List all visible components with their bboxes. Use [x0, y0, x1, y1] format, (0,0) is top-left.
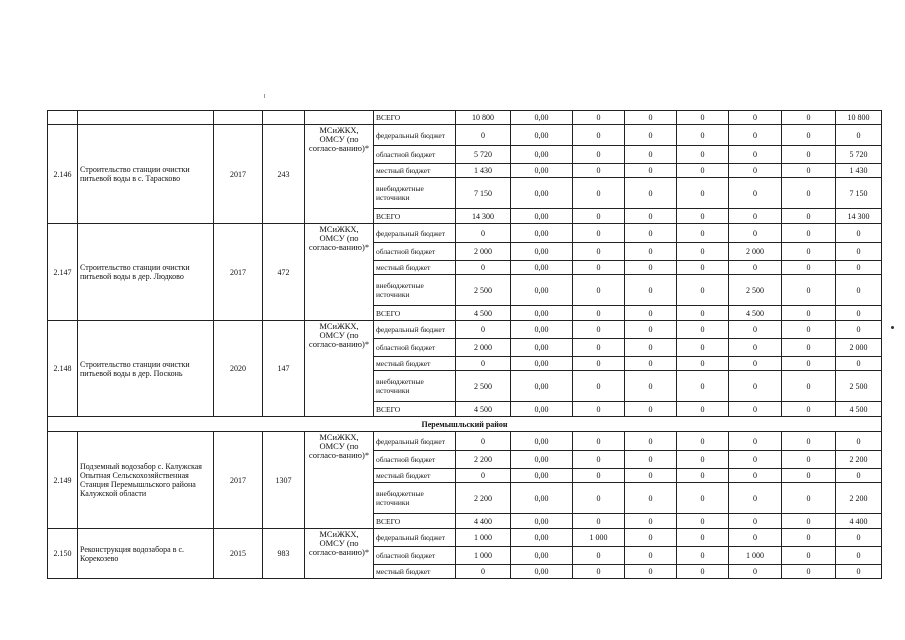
amount-cell: 0 — [782, 432, 836, 451]
amount-cell: 0 — [729, 565, 782, 579]
amount-cell: 0 — [677, 357, 729, 371]
responsible-executor: МСиЖКХ, ОМСУ (по согласо-ванию)* — [305, 224, 374, 321]
amount-cell: 2 000 — [836, 339, 882, 357]
amount-cell: 0,00 — [511, 469, 573, 483]
amount-cell: 0 — [782, 514, 836, 529]
amount-cell: 2 200 — [836, 451, 882, 469]
amount-cell: 0 — [782, 209, 836, 224]
amount-cell: 0 — [573, 111, 625, 125]
amount-cell: 0 — [456, 125, 511, 146]
amount-cell: 0 — [782, 529, 836, 547]
item-number: 2.147 — [48, 224, 78, 321]
amount-cell: 2 500 — [729, 275, 782, 306]
amount-cell: 0 — [625, 547, 677, 565]
funding-source-cell: ВСЕГО — [374, 111, 456, 125]
funding-source-cell: областной бюджет — [374, 339, 456, 357]
object-name: Подземный водозабор с. Калужская Опытная Сельскохозяйственная Станция Перемышльского района Калужской области — [78, 432, 214, 529]
amount-cell: 1 430 — [836, 164, 882, 178]
amount-cell: 4 500 — [729, 306, 782, 321]
responsible-executor: МСиЖКХ, ОМСУ (по согласо-ванию)* — [305, 321, 374, 417]
table-row — [48, 529, 882, 547]
amount-cell: 0 — [782, 178, 836, 209]
amount-cell: 0 — [573, 357, 625, 371]
amount-cell: 0 — [782, 261, 836, 275]
amount-cell: 0 — [625, 306, 677, 321]
amount-cell: 0 — [625, 402, 677, 417]
amount-cell: 0 — [677, 243, 729, 261]
amount-cell: 0 — [836, 261, 882, 275]
amount-cell: 0,00 — [511, 339, 573, 357]
amount-cell: 0 — [677, 451, 729, 469]
amount-cell: 1 000 — [729, 547, 782, 565]
funding-source-cell: федеральный бюджет — [374, 529, 456, 547]
amount-cell: 0 — [573, 224, 625, 243]
amount-cell: 0,00 — [511, 402, 573, 417]
amount-cell: 0 — [782, 483, 836, 514]
year-cell: 2017 — [214, 432, 263, 529]
amount-cell: 0 — [782, 125, 836, 146]
amount-cell: 0 — [782, 402, 836, 417]
amount-cell: 0,00 — [511, 261, 573, 275]
empty-cell — [48, 111, 78, 125]
capacity-cell: 147 — [263, 321, 305, 417]
amount-cell: 2 500 — [456, 275, 511, 306]
amount-cell: 0 — [782, 565, 836, 579]
amount-cell: 0 — [625, 483, 677, 514]
responsible-executor: МСиЖКХ, ОМСУ (по согласо-ванию)* — [305, 432, 374, 529]
amount-cell: 0,00 — [511, 565, 573, 579]
amount-cell: 0 — [677, 178, 729, 209]
amount-cell: 0,00 — [511, 275, 573, 306]
amount-cell: 0 — [573, 514, 625, 529]
object-name: Строительство станции очистки питьевой воды в с. Тарасково — [78, 125, 214, 224]
amount-cell: 1 430 — [456, 164, 511, 178]
amount-cell: 0 — [729, 339, 782, 357]
amount-cell: 0 — [625, 275, 677, 306]
amount-cell: 0 — [573, 321, 625, 339]
amount-cell: 0 — [729, 371, 782, 402]
amount-cell: 0 — [625, 111, 677, 125]
amount-cell: 0,00 — [511, 224, 573, 243]
amount-cell: 0 — [625, 357, 677, 371]
amount-cell: 0,00 — [511, 243, 573, 261]
amount-cell: 0 — [573, 243, 625, 261]
amount-cell: 0 — [573, 402, 625, 417]
amount-cell: 0 — [677, 306, 729, 321]
amount-cell: 2 000 — [729, 243, 782, 261]
amount-cell: 0,00 — [511, 357, 573, 371]
amount-cell: 0 — [625, 178, 677, 209]
amount-cell: 2 200 — [456, 483, 511, 514]
amount-cell: 0 — [573, 164, 625, 178]
funding-source-cell: местный бюджет — [374, 565, 456, 579]
empty-cell — [78, 111, 214, 125]
scan-dot — [891, 326, 894, 329]
amount-cell: 0 — [729, 321, 782, 339]
amount-cell: 0 — [729, 111, 782, 125]
amount-cell: 0 — [729, 164, 782, 178]
amount-cell: 0 — [729, 209, 782, 224]
amount-cell: 0 — [456, 469, 511, 483]
district-header: Перемышльский район — [48, 417, 882, 432]
amount-cell: 0 — [456, 321, 511, 339]
amount-cell: 0 — [573, 125, 625, 146]
amount-cell: 4 500 — [836, 402, 882, 417]
amount-cell: 0 — [677, 547, 729, 565]
amount-cell: 2 200 — [456, 451, 511, 469]
amount-cell: 0 — [836, 529, 882, 547]
amount-cell: 0 — [625, 125, 677, 146]
table-row — [48, 321, 882, 339]
responsible-executor: МСиЖКХ, ОМСУ (по согласо-ванию)* — [305, 125, 374, 224]
amount-cell: 0 — [625, 451, 677, 469]
amount-cell: 0 — [729, 357, 782, 371]
amount-cell: 0 — [782, 243, 836, 261]
amount-cell: 0 — [836, 125, 882, 146]
amount-cell: 0 — [836, 547, 882, 565]
amount-cell: 14 300 — [836, 209, 882, 224]
amount-cell: 0 — [456, 565, 511, 579]
amount-cell: 0 — [677, 321, 729, 339]
amount-cell: 0,00 — [511, 306, 573, 321]
amount-cell: 0 — [782, 224, 836, 243]
amount-cell: 0 — [677, 565, 729, 579]
funding-source-cell: местный бюджет — [374, 164, 456, 178]
amount-cell: 0 — [573, 261, 625, 275]
amount-cell: 0 — [573, 451, 625, 469]
amount-cell: 0,00 — [511, 483, 573, 514]
amount-cell: 0 — [625, 164, 677, 178]
funding-source-cell: местный бюджет — [374, 357, 456, 371]
amount-cell: 0 — [573, 547, 625, 565]
amount-cell: 0 — [573, 565, 625, 579]
amount-cell: 0 — [573, 339, 625, 357]
amount-cell: 0 — [625, 339, 677, 357]
item-number: 2.150 — [48, 529, 78, 579]
amount-cell: 0 — [456, 261, 511, 275]
amount-cell: 2 000 — [456, 243, 511, 261]
amount-cell: 0 — [836, 565, 882, 579]
amount-cell: 0 — [677, 483, 729, 514]
funding-source-cell: федеральный бюджет — [374, 125, 456, 146]
funding-source-cell: ВСЕГО — [374, 514, 456, 529]
amount-cell: 0 — [573, 306, 625, 321]
amount-cell: 4 400 — [456, 514, 511, 529]
amount-cell: 4 400 — [836, 514, 882, 529]
table-row — [48, 111, 882, 125]
amount-cell: 0 — [625, 146, 677, 164]
amount-cell: 0 — [782, 306, 836, 321]
capacity-cell: 983 — [263, 529, 305, 579]
amount-cell: 2 500 — [456, 371, 511, 402]
year-cell: 2017 — [214, 224, 263, 321]
amount-cell: 0 — [677, 164, 729, 178]
amount-cell: 5 720 — [836, 146, 882, 164]
amount-cell: 2 200 — [836, 483, 882, 514]
amount-cell: 0 — [677, 125, 729, 146]
amount-cell: 0 — [729, 529, 782, 547]
year-cell: 2020 — [214, 321, 263, 417]
amount-cell: 0 — [729, 451, 782, 469]
funding-source-cell: внебюджетные источники — [374, 275, 456, 306]
amount-cell: 2 000 — [456, 339, 511, 357]
amount-cell: 1 000 — [456, 529, 511, 547]
amount-cell: 0,00 — [511, 178, 573, 209]
funding-source-cell: ВСЕГО — [374, 306, 456, 321]
amount-cell: 0,00 — [511, 321, 573, 339]
amount-cell: 0 — [729, 178, 782, 209]
year-cell: 2015 — [214, 529, 263, 579]
amount-cell: 0,00 — [511, 371, 573, 402]
funding-source-cell: областной бюджет — [374, 451, 456, 469]
amount-cell: 1 000 — [573, 529, 625, 547]
empty-cell — [214, 111, 263, 125]
amount-cell: 0 — [729, 224, 782, 243]
amount-cell: 0 — [573, 275, 625, 306]
amount-cell: 0 — [677, 339, 729, 357]
amount-cell: 0,00 — [511, 432, 573, 451]
funding-source-cell: федеральный бюджет — [374, 432, 456, 451]
amount-cell: 0 — [625, 432, 677, 451]
amount-cell: 0,00 — [511, 125, 573, 146]
scan-mark — [264, 94, 265, 98]
amount-cell: 0 — [677, 146, 729, 164]
amount-cell: 0 — [782, 321, 836, 339]
item-number: 2.148 — [48, 321, 78, 417]
amount-cell: 0 — [456, 224, 511, 243]
responsible-executor: МСиЖКХ, ОМСУ (по согласо-ванию)* — [305, 529, 374, 579]
amount-cell: 0 — [573, 146, 625, 164]
funding-source-cell: ВСЕГО — [374, 209, 456, 224]
object-name: Строительство станции очистки питьевой воды в дер. Людково — [78, 224, 214, 321]
amount-cell: 0 — [836, 243, 882, 261]
amount-cell: 0 — [573, 371, 625, 402]
object-name: Строительство станции очистки питьевой воды в дер. Посконь — [78, 321, 214, 417]
investment-program-table — [47, 110, 882, 579]
amount-cell: 0 — [836, 357, 882, 371]
amount-cell: 0 — [625, 243, 677, 261]
amount-cell: 0,00 — [511, 529, 573, 547]
amount-cell: 0,00 — [511, 111, 573, 125]
empty-cell — [305, 111, 374, 125]
amount-cell: 0 — [836, 275, 882, 306]
amount-cell: 0 — [677, 261, 729, 275]
amount-cell: 0 — [625, 469, 677, 483]
amount-cell: 0 — [456, 357, 511, 371]
amount-cell: 0 — [836, 469, 882, 483]
funding-source-cell: областной бюджет — [374, 547, 456, 565]
empty-cell — [263, 111, 305, 125]
amount-cell: 0 — [677, 224, 729, 243]
amount-cell: 0 — [836, 306, 882, 321]
capacity-cell: 472 — [263, 224, 305, 321]
amount-cell: 0 — [677, 432, 729, 451]
table-row — [48, 125, 882, 146]
funding-source-cell: местный бюджет — [374, 261, 456, 275]
amount-cell: 0 — [677, 529, 729, 547]
capacity-cell: 1307 — [263, 432, 305, 529]
funding-source-cell: областной бюджет — [374, 146, 456, 164]
amount-cell: 0 — [625, 321, 677, 339]
amount-cell: 0 — [573, 483, 625, 514]
amount-cell: 0,00 — [511, 451, 573, 469]
amount-cell: 0 — [625, 371, 677, 402]
amount-cell: 0 — [729, 514, 782, 529]
amount-cell: 0 — [729, 469, 782, 483]
funding-source-cell: областной бюджет — [374, 243, 456, 261]
object-name: Реконструкция водозабора в с. Корекозево — [78, 529, 214, 579]
amount-cell: 0 — [625, 261, 677, 275]
amount-cell: 0 — [625, 224, 677, 243]
amount-cell: 10 800 — [836, 111, 882, 125]
amount-cell: 0 — [456, 432, 511, 451]
amount-cell: 0 — [836, 224, 882, 243]
amount-cell: 0 — [677, 275, 729, 306]
amount-cell: 0 — [782, 451, 836, 469]
amount-cell: 0 — [625, 514, 677, 529]
amount-cell: 0,00 — [511, 146, 573, 164]
amount-cell: 0 — [677, 402, 729, 417]
amount-cell: 0 — [729, 125, 782, 146]
funding-source-cell: внебюджетные источники — [374, 371, 456, 402]
amount-cell: 0 — [573, 209, 625, 224]
amount-cell: 0 — [677, 514, 729, 529]
amount-cell: 0,00 — [511, 547, 573, 565]
amount-cell: 0 — [677, 111, 729, 125]
amount-cell: 0 — [573, 432, 625, 451]
amount-cell: 14 300 — [456, 209, 511, 224]
item-number: 2.149 — [48, 432, 78, 529]
amount-cell: 0 — [836, 432, 882, 451]
item-number: 2.146 — [48, 125, 78, 224]
amount-cell: 0 — [677, 371, 729, 402]
capacity-cell: 243 — [263, 125, 305, 224]
amount-cell: 0 — [625, 529, 677, 547]
amount-cell: 0 — [836, 321, 882, 339]
amount-cell: 0 — [782, 547, 836, 565]
amount-cell: 0 — [782, 357, 836, 371]
amount-cell: 0 — [782, 111, 836, 125]
amount-cell: 0 — [782, 469, 836, 483]
amount-cell: 0 — [729, 261, 782, 275]
amount-cell: 2 500 — [836, 371, 882, 402]
amount-cell: 1 000 — [456, 547, 511, 565]
amount-cell: 0,00 — [511, 209, 573, 224]
amount-cell: 7 150 — [456, 178, 511, 209]
amount-cell: 0 — [782, 275, 836, 306]
amount-cell: 0 — [782, 371, 836, 402]
funding-source-cell: федеральный бюджет — [374, 321, 456, 339]
table-row — [48, 224, 882, 243]
amount-cell: 0 — [677, 209, 729, 224]
table-row — [48, 432, 882, 451]
funding-source-cell: ВСЕГО — [374, 402, 456, 417]
amount-cell: 0 — [573, 178, 625, 209]
amount-cell: 0 — [625, 565, 677, 579]
amount-cell: 0 — [782, 339, 836, 357]
amount-cell: 0,00 — [511, 514, 573, 529]
funding-source-cell: местный бюджет — [374, 469, 456, 483]
year-cell: 2017 — [214, 125, 263, 224]
funding-source-cell: федеральный бюджет — [374, 224, 456, 243]
district-header-row — [48, 417, 882, 432]
amount-cell: 0 — [729, 402, 782, 417]
amount-cell: 0 — [729, 146, 782, 164]
amount-cell: 0 — [782, 164, 836, 178]
amount-cell: 0 — [729, 483, 782, 514]
amount-cell: 0,00 — [511, 164, 573, 178]
amount-cell: 0 — [782, 146, 836, 164]
amount-cell: 5 720 — [456, 146, 511, 164]
amount-cell: 4 500 — [456, 402, 511, 417]
funding-source-cell: внебюджетные источники — [374, 483, 456, 514]
funding-source-cell: внебюджетные источники — [374, 178, 456, 209]
amount-cell: 0 — [729, 432, 782, 451]
amount-cell: 4 500 — [456, 306, 511, 321]
amount-cell: 0 — [677, 469, 729, 483]
amount-cell: 7 150 — [836, 178, 882, 209]
amount-cell: 0 — [573, 469, 625, 483]
amount-cell: 10 800 — [456, 111, 511, 125]
amount-cell: 0 — [625, 209, 677, 224]
